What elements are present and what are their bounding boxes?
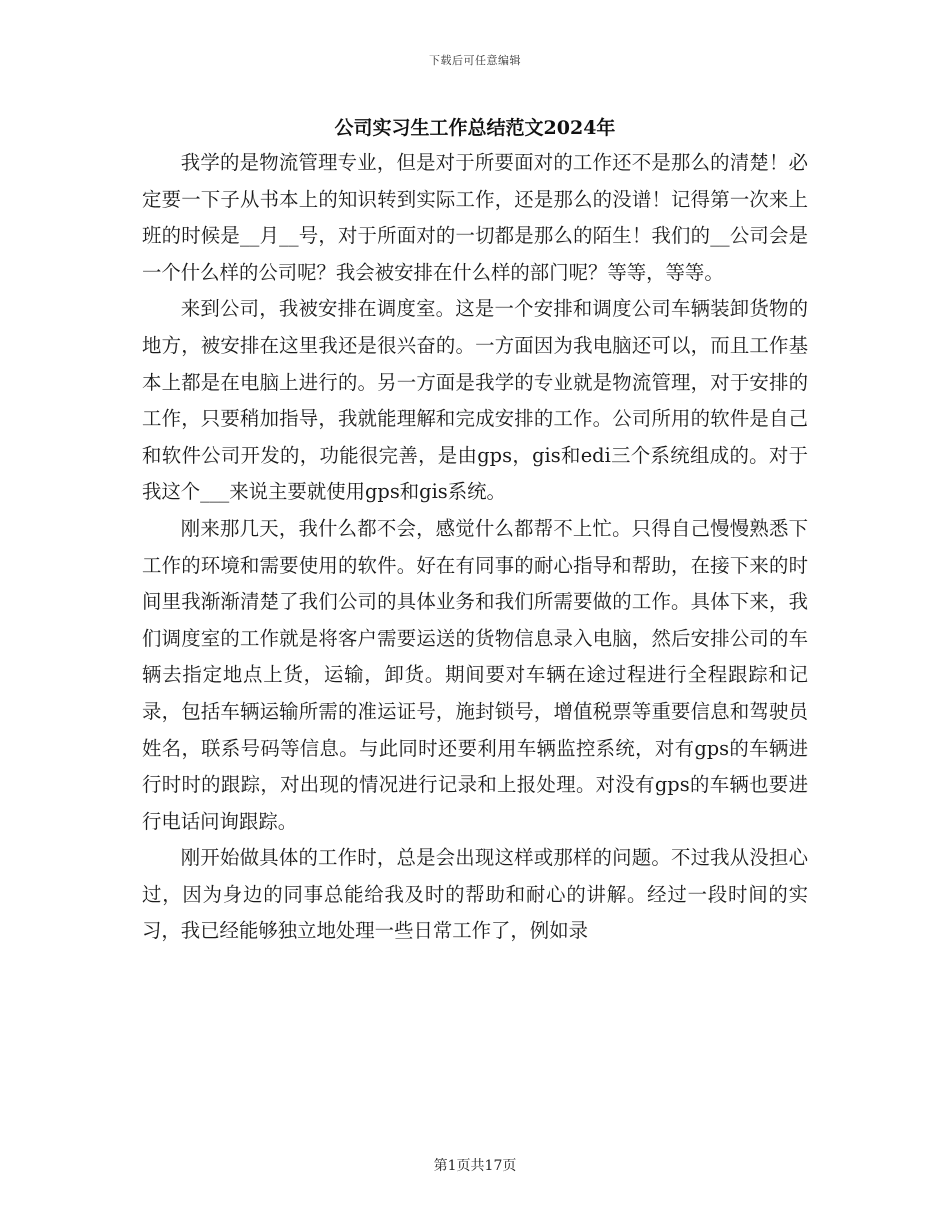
header-note: 下载后可任意编辑 [429, 54, 521, 67]
paragraph-3: 刚来那几天，我什么都不会，感觉什么都帮不上忙。只得自己慢慢熟悉下工作的环境和需要使用的软件。好在有同事的耐心指导和帮助，在接下来的时间里我渐渐清楚了我们公司的具体业务和我们所需要做的工作。具体下来，我们调度室的工作就是将客户需要运送的货物信息录入电脑，然后安排公司的车辆去指定地点上货，运输，卸货。期间要对车辆在途过程进行全程跟踪和记录，包括车辆运输所需的准运证号，施封锁号，增值税票等重要信息和驾驶员姓名，联系号码等信息。与此同时还要利用车辆监控系统，对有gps的车辆进行时时的跟踪，对出现的情况进行记录和上报处理。对没有gps的车辆也要进行电话问询跟踪。 [142, 516, 808, 833]
paragraph-2: 来到公司，我被安排在调度室。这是一个安排和调度公司车辆装卸货物的地方，被安排在这里我还是很兴奋的。一方面因为我电脑还可以，而且工作基本上都是在电脑上进行的。另一方面是我学的专业就是物流管理，对于安排的工作，只要稍加指导，我就能理解和完成安排的工作。公司所用的软件是自己和软件公司开发的，功能很完善，是由gps，gis和edi三个系统组成的。对于我这个___来说主要就使用gps和gis系统。 [142, 297, 808, 504]
page-number-footer: 第1页共17页 [433, 1158, 517, 1174]
paragraph-1: 我学的是物流管理专业，但是对于所要面对的工作还不是那么的清楚！必定要一下子从书本上的知识转到实际工作，还是那么的没谱！记得第一次来上班的时候是__月__号，对于所面对的一切都是那么的陌生！我们的__公司会是一个什么样的公司呢？我会被安排在什么样的部门呢？等等，等等。 [142, 151, 808, 284]
paragraph-4: 刚开始做具体的工作时，总是会出现这样或那样的问题。不过我从没担心过，因为身边的同事总能给我及时的帮助和耐心的讲解。经过一段时间的实习，我已经能够独立地处理一些日常工作了，例如录 [142, 846, 808, 943]
document-title: 公司实习生工作总结范文2024年 [334, 117, 616, 139]
document-body [142, 145, 808, 950]
